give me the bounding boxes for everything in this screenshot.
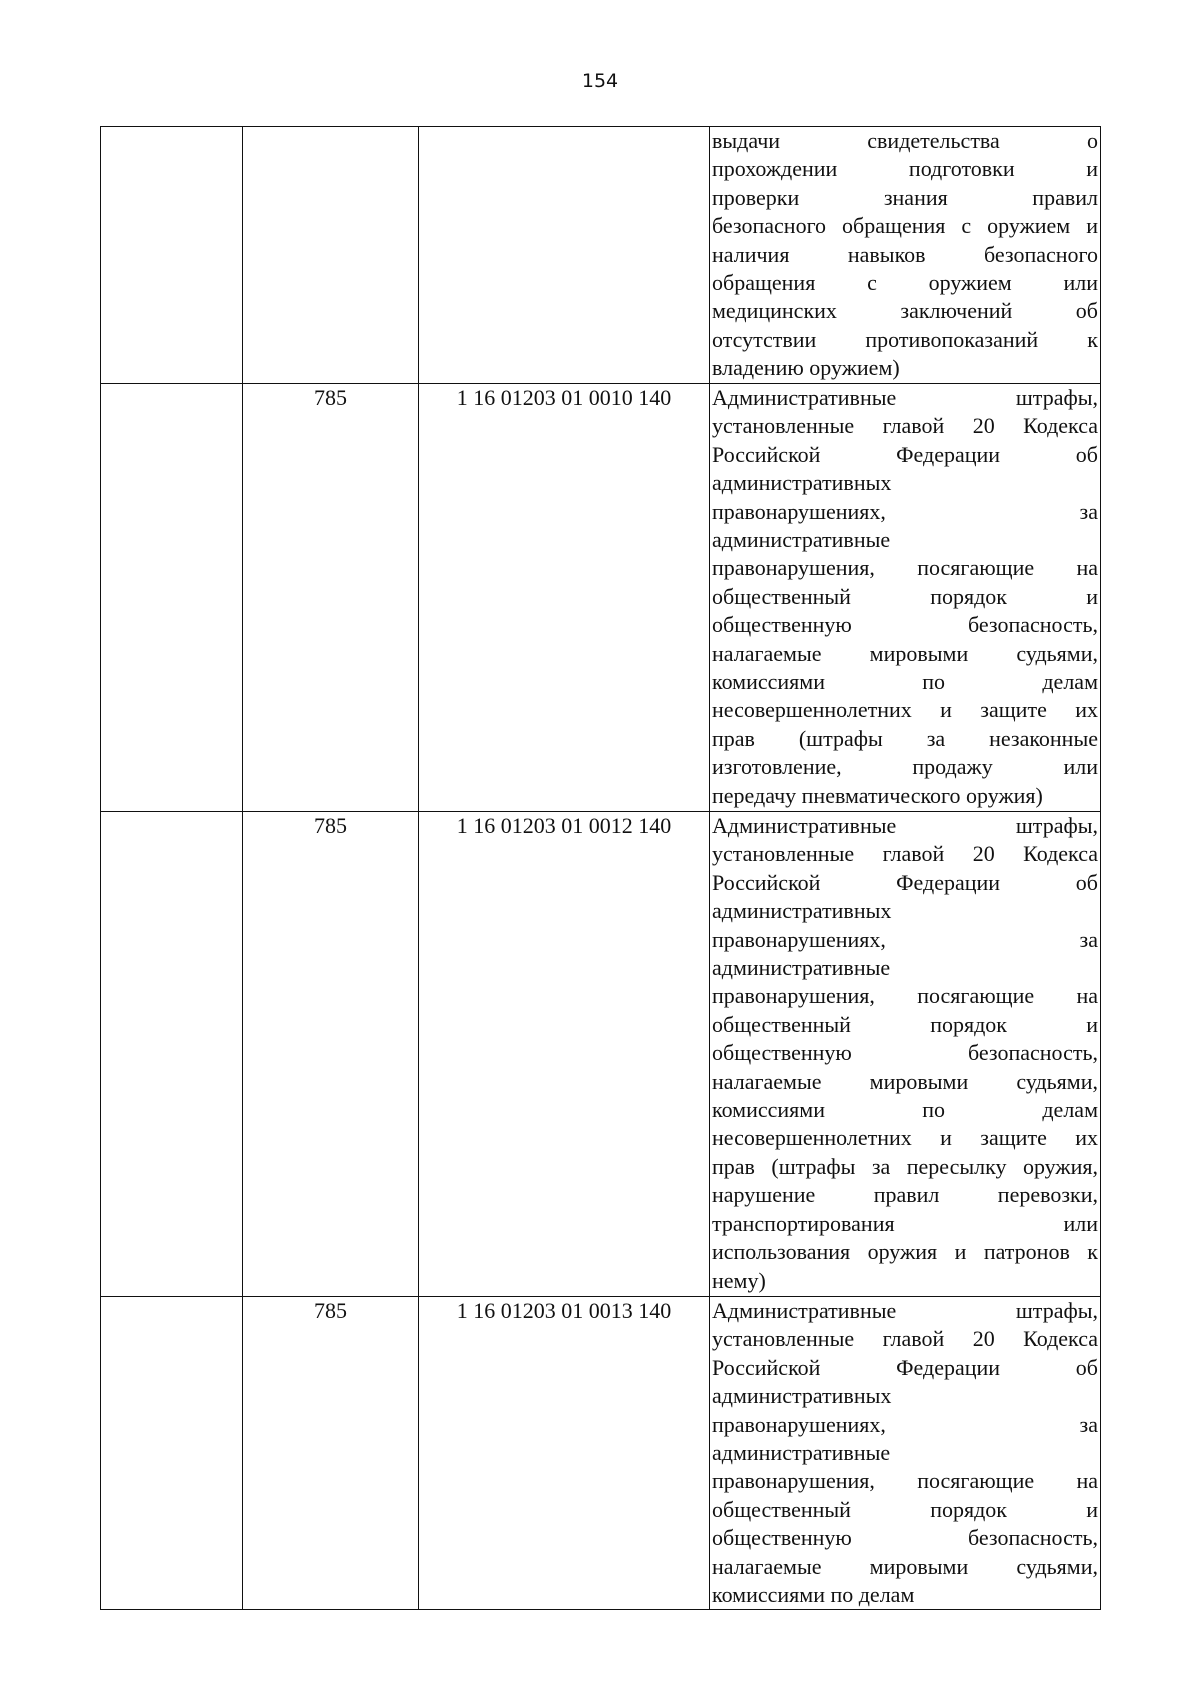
cell-admin-code: 785	[243, 384, 419, 812]
description-line: правонарушениях, за	[712, 498, 1098, 524]
table-row	[101, 1297, 1101, 1610]
description-line: административных	[712, 898, 892, 924]
description-line: наличия навыков безопасного	[712, 241, 1098, 267]
description-line: общественный порядок и	[712, 1011, 1098, 1037]
description-line: налагаемые мировыми судьями,	[712, 640, 1098, 666]
description-line: административные	[712, 527, 891, 553]
description-line: установленные главой 20 Кодекса	[712, 413, 1098, 439]
description-line: изготовление, продажу или	[712, 754, 1098, 780]
description-line: транспортирования или	[712, 1210, 1098, 1236]
cell-admin-code: 785	[243, 1297, 419, 1610]
cell-kbk-code: 1 16 01203 01 0010 140	[419, 384, 710, 812]
description-line: передачу пневматического оружия)	[712, 782, 1043, 808]
description-line: правонарушениях, за	[712, 926, 1098, 952]
description-line: правонарушениях, за	[712, 1411, 1098, 1437]
description-line: прав (штрафы за пересылку оружия,	[712, 1153, 1098, 1179]
description-line: несовершеннолетних и защите их	[712, 1125, 1098, 1151]
description-line: комиссиями по делам	[712, 1097, 1098, 1123]
description-line: несовершеннолетних и защите их	[712, 697, 1098, 723]
description-line: общественную безопасность,	[712, 1040, 1098, 1066]
page-number: 154	[581, 70, 619, 92]
description-line: общественный порядок и	[712, 1496, 1098, 1522]
description-line: безопасного обращения с оружием и	[712, 213, 1098, 239]
description-line: выдачи свидетельства о	[712, 128, 1098, 153]
cell-description	[710, 812, 1101, 1297]
table-row	[101, 127, 1101, 384]
description-line: административных	[712, 470, 892, 496]
description-line: комиссиями по делам	[712, 1582, 915, 1608]
budget-codes-table	[100, 126, 1101, 1610]
table-row	[101, 812, 1101, 1297]
description-line: административных	[712, 1383, 892, 1409]
cell-description	[710, 384, 1101, 812]
description-line: Административные штрафы,	[712, 385, 1098, 410]
description-line: нарушение правил перевозки,	[712, 1182, 1098, 1208]
description-line: налагаемые мировыми судьями,	[712, 1068, 1098, 1094]
description-line: проверки знания правил	[712, 184, 1098, 210]
description-line: прав (штрафы за незаконные	[712, 725, 1098, 751]
description-line: правонарушения, посягающие на	[712, 1468, 1098, 1494]
description-line: правонарушения, посягающие на	[712, 555, 1098, 581]
description-line: установленные главой 20 Кодекса	[712, 1326, 1098, 1352]
description-line: установленные главой 20 Кодекса	[712, 841, 1098, 867]
description-line: прохождении подготовки и	[712, 156, 1098, 182]
cell-description	[710, 1297, 1101, 1610]
cell-empty	[101, 812, 243, 1297]
description-line: комиссиями по делам	[712, 669, 1098, 695]
description-line: общественный порядок и	[712, 583, 1098, 609]
description-line: административные	[712, 955, 891, 981]
description-line: нему)	[712, 1267, 766, 1293]
description-line: правонарушения, посягающие на	[712, 983, 1098, 1009]
description-line: использования оружия и патронов к	[712, 1239, 1098, 1265]
cell-description	[710, 127, 1101, 384]
description-line: Административные штрафы,	[712, 813, 1098, 838]
cell-kbk-code: 1 16 01203 01 0012 140	[419, 812, 710, 1297]
cell-kbk-code	[419, 127, 710, 384]
cell-admin-code	[243, 127, 419, 384]
cell-kbk-code: 1 16 01203 01 0013 140	[419, 1297, 710, 1610]
description-line: владению оружием)	[712, 355, 900, 381]
description-line: общественную безопасность,	[712, 1525, 1098, 1551]
description-line: общественную безопасность,	[712, 612, 1098, 638]
description-line: административные	[712, 1440, 891, 1466]
table-body	[101, 127, 1101, 1610]
description-line: медицинских заключений об	[712, 298, 1098, 324]
description-line: налагаемые мировыми судьями,	[712, 1553, 1098, 1579]
cell-empty	[101, 1297, 243, 1610]
cell-admin-code: 785	[243, 812, 419, 1297]
description-line: Российской Федерации об	[712, 441, 1098, 467]
description-line: обращения с оружием или	[712, 270, 1098, 296]
cell-empty	[101, 384, 243, 812]
description-line: Административные штрафы,	[712, 1298, 1098, 1323]
table-row	[101, 384, 1101, 812]
description-line: отсутствии противопоказаний к	[712, 326, 1098, 352]
description-line: Российской Федерации об	[712, 1354, 1098, 1380]
cell-empty	[101, 127, 243, 384]
description-line: Российской Федерации об	[712, 869, 1098, 895]
